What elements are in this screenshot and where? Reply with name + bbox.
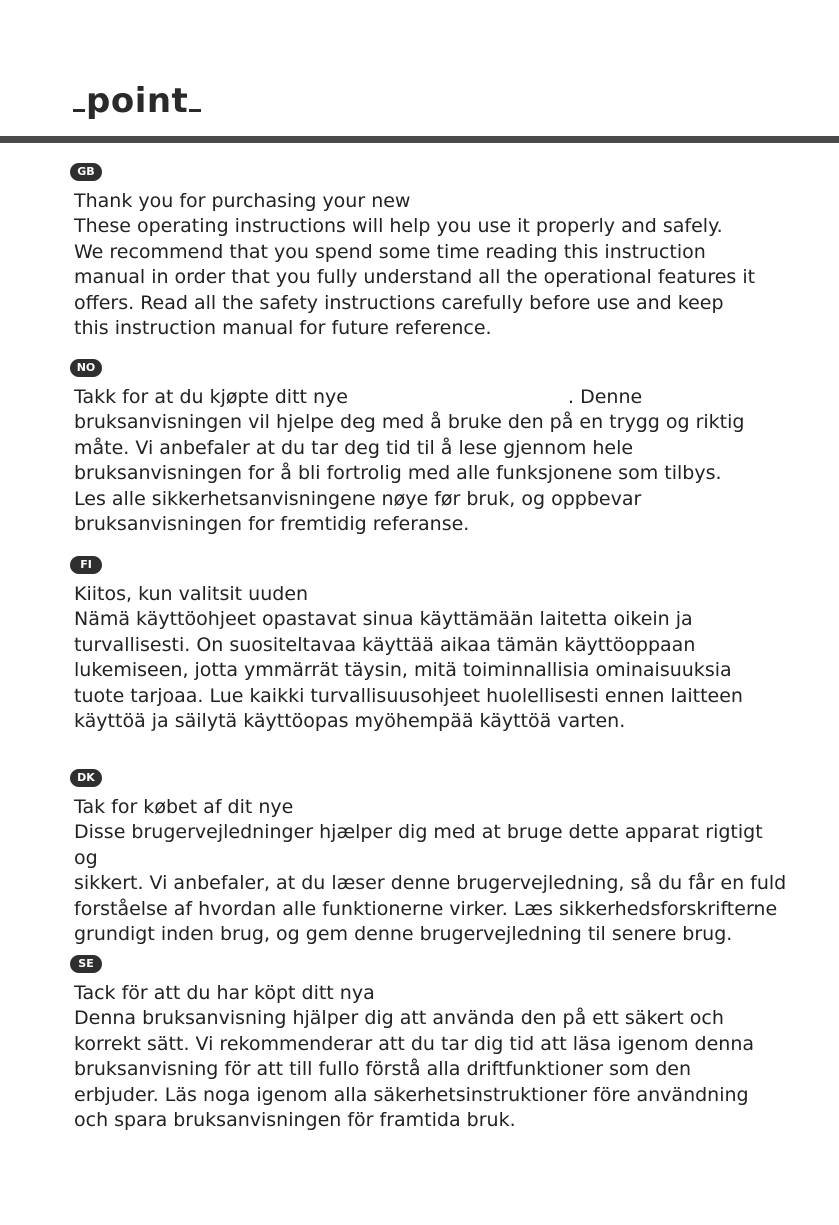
section-no: [70, 356, 790, 537]
text-line: Tak for købet af dit nye: [74, 796, 294, 818]
text-line: bruksanvisningen for fremtidig referanse.: [74, 513, 470, 536]
text-line: Thank you for purchasing your new: [74, 190, 411, 212]
text-line: käyttöä ja säilytä käyttöopas myöhempää käyttöä varten.: [74, 710, 626, 733]
section-gb: [70, 160, 790, 341]
text-line: Les alle sikkerhetsanvisningene nøye før bruk, og oppbevar: [74, 487, 642, 510]
section-fi: [70, 553, 790, 734]
logo-underscore-right: [189, 109, 201, 112]
text-line: Nämä käyttöohjeet opastavat sinua käyttämään laitetta oikein ja: [74, 608, 693, 631]
text-line: lukemiseen, jotta ymmärrät täysin, mitä toiminnallisia ominaisuuksia: [74, 659, 732, 682]
section-gb-text: [70, 189, 790, 341]
logo-underscore-left: [73, 109, 85, 112]
text-line: tuote tarjoaa. Lue kaikki turvallisuusohjeet huolellisesti ennen laitteen: [74, 684, 743, 707]
section-dk-text: [70, 795, 790, 947]
text-line: bruksanvisningen vil hjelpe deg med å bruke den på en trygg og riktig: [74, 411, 745, 434]
section-no-text: [70, 385, 790, 537]
text-line: Tack för att du har köpt ditt nya: [74, 982, 375, 1004]
text-line: och spara bruksanvisningen för framtida bruk.: [74, 1109, 516, 1132]
language-badge-no: NO: [70, 359, 102, 377]
text-line-start: Takk for at du kjøpte ditt nye: [74, 386, 348, 408]
text-line: bruksanvisningen for å bli fortrolig med alle funksjonene som tilbys.: [74, 462, 722, 485]
text-line: this instruction manual for future reference.: [74, 317, 492, 340]
text-line: forståelse af hvordan alle funktionerne virker. Læs sikkerhedsforskrifterne: [74, 897, 778, 920]
text-line: grundigt inden brug, og gem denne brugervejledning til senere brug.: [74, 923, 733, 946]
text-line: offers. Read all the safety instructions carefully before use and keep: [74, 291, 724, 314]
text-line: manual in order that you fully understand all the operational features it: [74, 266, 756, 289]
text-line: sikkert. Vi anbefaler, at du læser denne brugervejledning, så du får en fuld: [74, 872, 787, 895]
section-se-text: [70, 981, 790, 1133]
header-divider: [0, 136, 839, 143]
text-line: Kiitos, kun valitsit uuden: [74, 583, 309, 605]
language-badge-dk: DK: [70, 769, 102, 787]
text-line-end: . Denne: [568, 386, 643, 408]
section-dk: [70, 766, 790, 947]
text-line: [74, 385, 790, 410]
text-line: turvallisesti. On suositeltavaa käyttää aikaa tämän käyttöoppaan: [74, 633, 696, 656]
language-badge-se: SE: [70, 955, 102, 973]
text-line: We recommend that you spend some time reading this instruction: [74, 240, 706, 263]
section-se: [70, 952, 790, 1133]
logo-text: point: [86, 81, 189, 121]
brand-logo: [72, 81, 202, 121]
language-badge-fi: FI: [70, 556, 102, 574]
text-line: Disse brugervejledninger hjælper dig med at bruge dette apparat rigtigt og: [74, 821, 763, 869]
text-line: måte. Vi anbefaler at du tar deg tid til å lese gjennom hele: [74, 436, 634, 459]
language-badge-gb: GB: [70, 163, 102, 181]
text-line: These operating instructions will help you use it properly and safely.: [74, 215, 723, 238]
text-line: erbjuder. Läs noga igenom alla säkerhetsinstruktioner före användning: [74, 1083, 749, 1106]
text-line: bruksanvisning för att till fullo förstå alla driftfunktioner som den: [74, 1058, 691, 1081]
text-line: korrekt sätt. Vi rekommenderar att du tar dig tid att läsa igenom denna: [74, 1032, 755, 1055]
text-line: Denna bruksanvisning hjälper dig att använda den på ett säkert och: [74, 1007, 724, 1030]
section-fi-text: [70, 582, 790, 734]
